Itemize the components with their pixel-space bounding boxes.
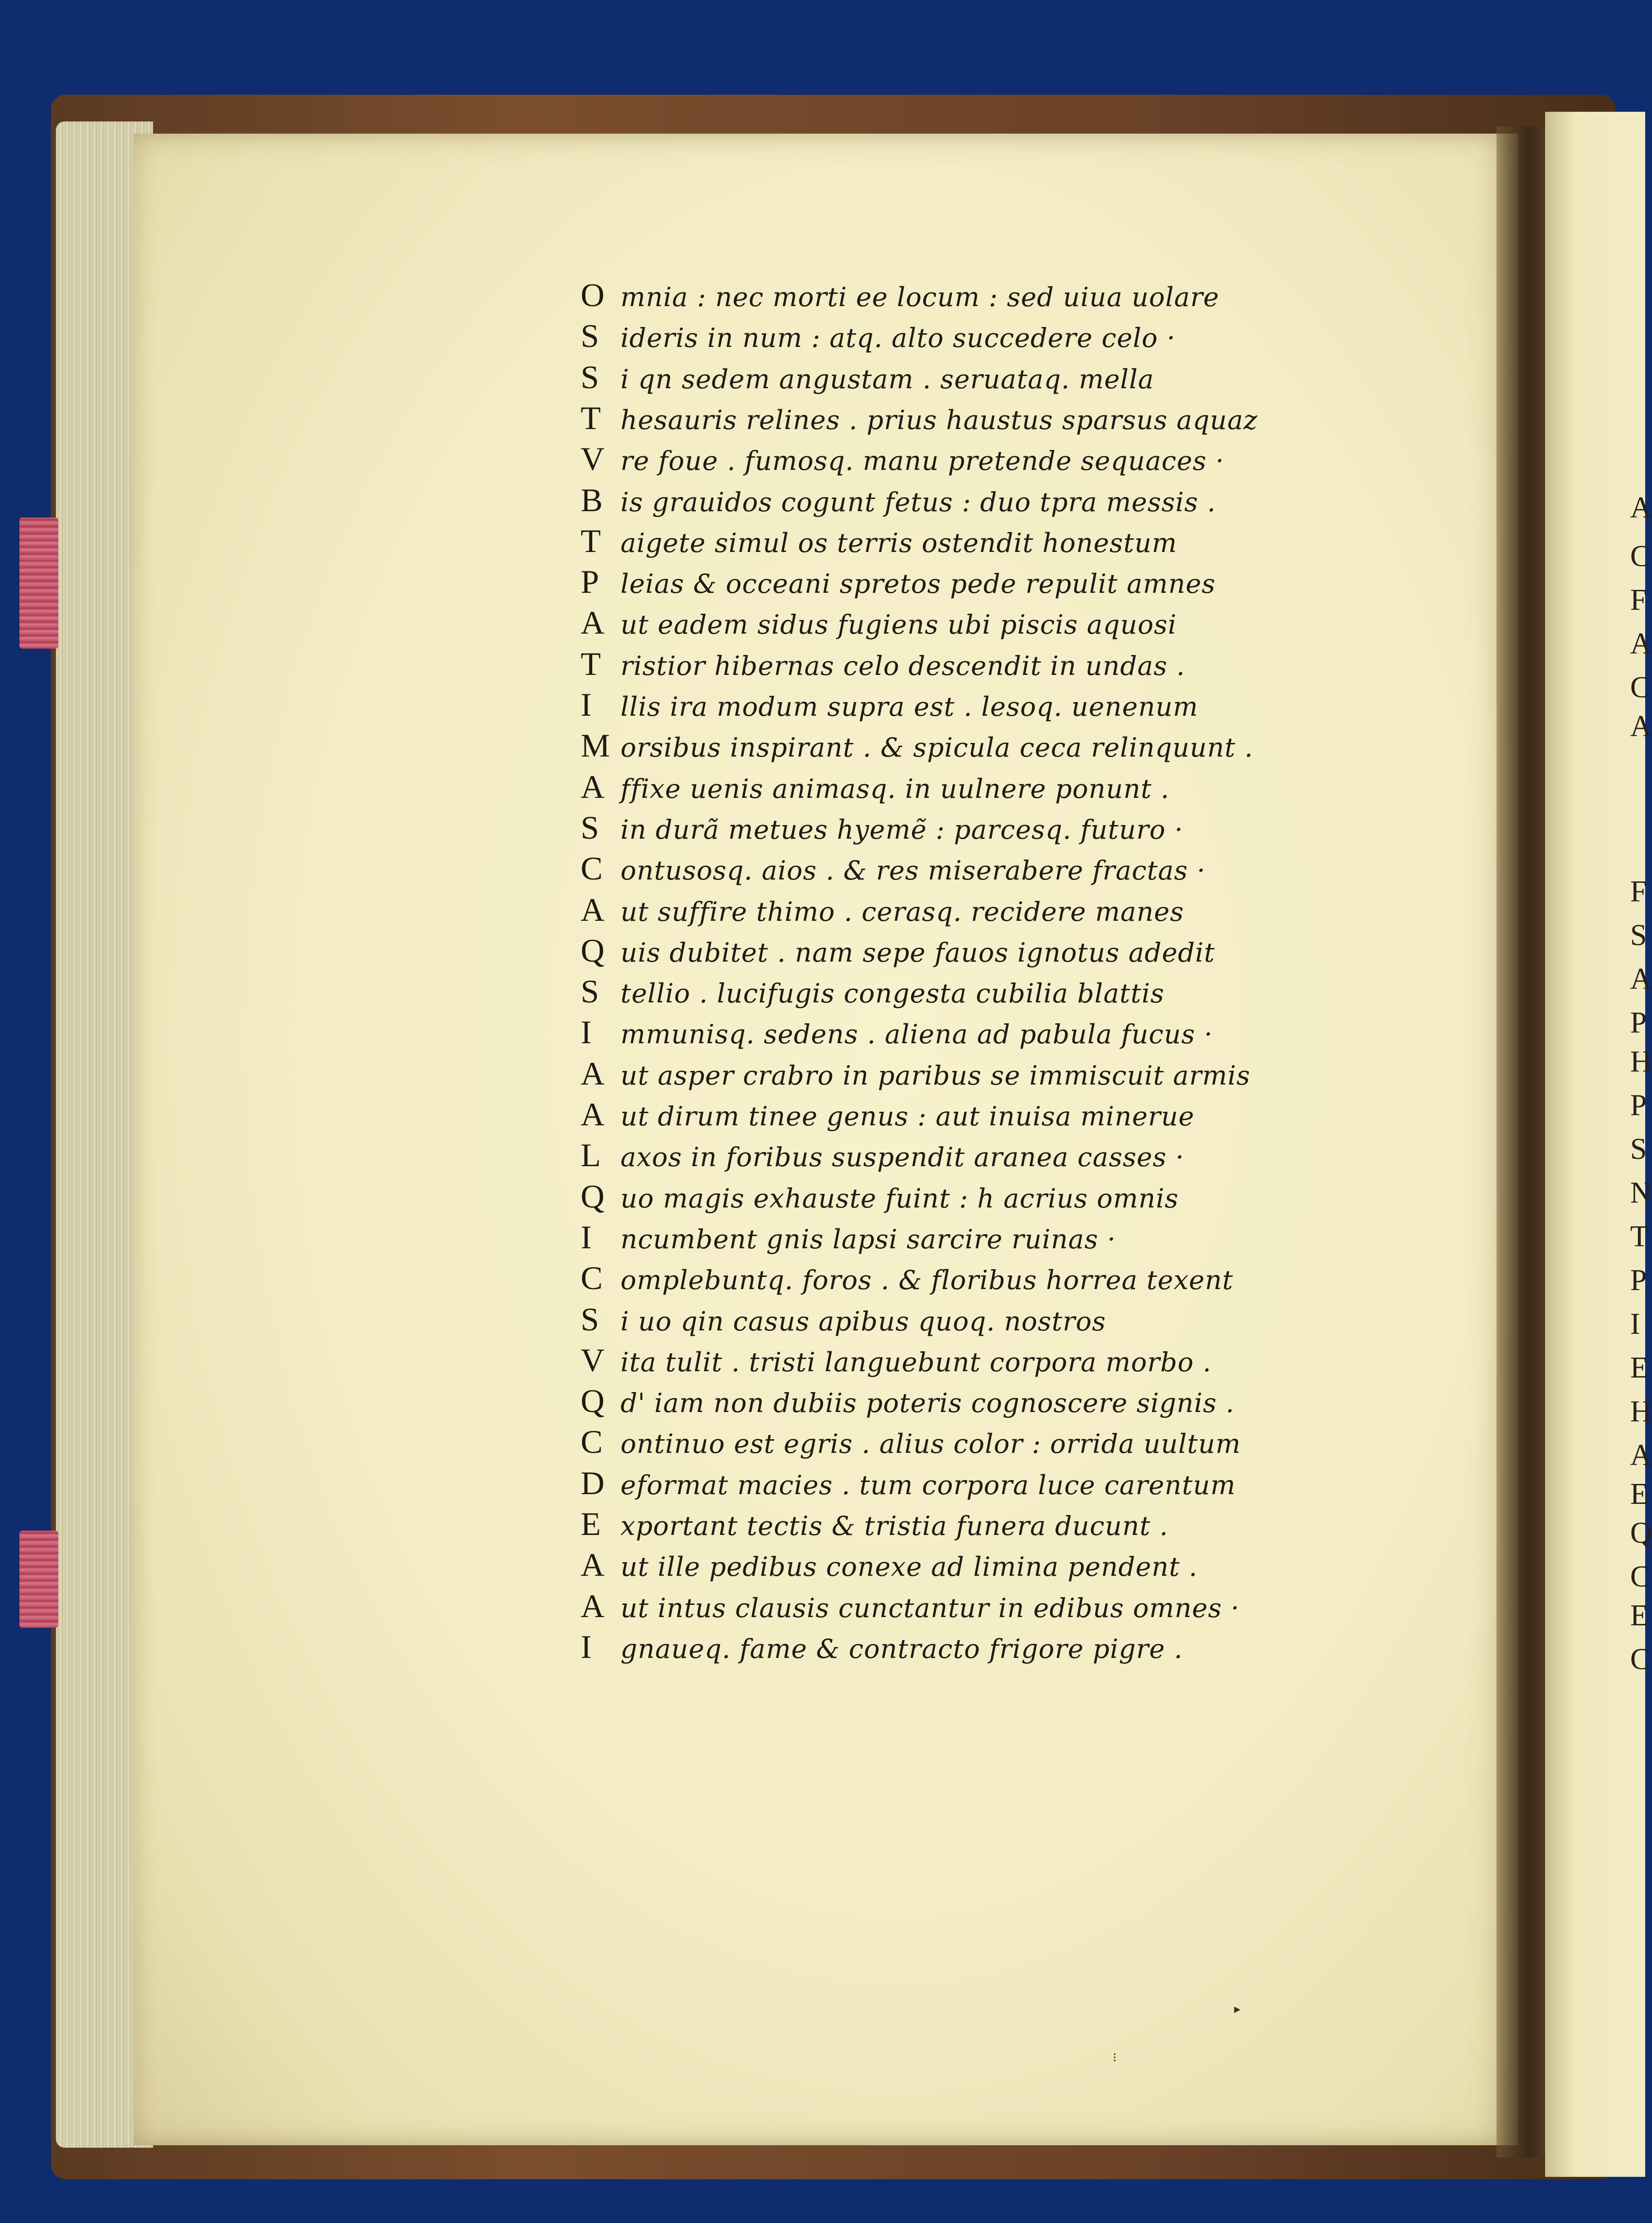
verse-initial: I (581, 686, 592, 723)
verse-line (581, 522, 1377, 563)
verse-text: axos in foribus suspendit aranea casses · (620, 1142, 1185, 1173)
facing-initial: N (1630, 1176, 1652, 1209)
facing-initial: C (1630, 540, 1651, 573)
book-gutter (1497, 126, 1550, 2157)
verse-initial: O (581, 276, 605, 313)
facing-initial: H (1630, 1045, 1652, 1078)
verse-line (581, 849, 1377, 890)
verse-initial: Q (581, 1382, 605, 1420)
verse-text: tellio . lucifugis congesta cubilia blattis (620, 978, 1165, 1009)
facing-initial: A (1630, 710, 1652, 743)
verse-line (581, 686, 1377, 726)
verse-initial: A (581, 768, 605, 805)
verse-initial: V (581, 1341, 605, 1379)
facing-initial: A (1630, 1439, 1652, 1472)
facing-initial: S (1630, 919, 1647, 952)
verse-line (581, 1505, 1377, 1546)
verse-initial: M (581, 727, 611, 764)
facing-initial: T (1630, 1220, 1649, 1253)
verse-initial: S (581, 809, 600, 846)
facing-initial: Q (1630, 1516, 1652, 1550)
verse-line (581, 1464, 1377, 1505)
verse-line (581, 1341, 1377, 1382)
verse-text: is grauidos cogunt fetus : duo tpra messis . (620, 486, 1216, 517)
verse-text: d' iam non dubiis poteris cognoscere signis . (620, 1388, 1235, 1419)
verse-line (581, 317, 1377, 358)
verse-initial: D (581, 1464, 605, 1501)
facing-initial: P (1630, 1006, 1647, 1039)
verse-initial: I (581, 1628, 592, 1665)
verse-text: ontusosq. aios . & res miserabere fractas · (620, 855, 1206, 886)
verse-line (581, 1013, 1377, 1054)
verse-text: orsibus inspirant . & spicula ceca relinquunt . (620, 732, 1254, 763)
verse-initial: A (581, 604, 605, 641)
verse-text: ut suffire thimo . cerasq. recidere manes (620, 896, 1184, 927)
verse-initial: T (581, 522, 602, 559)
verse-line (581, 399, 1377, 440)
verse-line (581, 972, 1377, 1013)
verse-text: ut dirum tinee genus : aut inuisa minerue (620, 1101, 1195, 1132)
stray-mark: ⁝ (1113, 2051, 1117, 2065)
verse-text: ut intus clausis cunctantur in edibus omnes · (620, 1592, 1240, 1623)
verse-line (581, 358, 1377, 399)
verse-text: leias & occeani spretos pede repulit amnes (620, 569, 1216, 600)
verse-initial: C (581, 850, 603, 887)
verse-initial: T (581, 399, 602, 436)
verse-text: xportant tectis & tristia funera ducunt . (620, 1511, 1169, 1541)
verse-initial: B (581, 481, 603, 518)
verse-line (581, 1628, 1377, 1669)
verse-initial: C (581, 1423, 603, 1461)
verse-text: ut asper crabro in paribus se immiscuit armis (620, 1060, 1251, 1091)
verse-text: ncumbent gnis lapsi sarcire ruinas · (620, 1224, 1116, 1255)
verse-initial: E (581, 1505, 602, 1542)
verse-line (581, 1587, 1377, 1628)
stray-mark: ▸ (1234, 2002, 1241, 2016)
verse-initial: A (581, 1546, 605, 1584)
verse-line (581, 1218, 1377, 1259)
facing-initial: F (1630, 875, 1647, 908)
verse-initial: S (581, 317, 600, 355)
verse-initial: S (581, 358, 600, 396)
verse-text: ita tulit . tristi languebunt corpora morbo . (620, 1346, 1212, 1378)
verse-line (581, 891, 1377, 931)
facing-initial: A (1630, 491, 1652, 524)
facing-initial: P (1630, 1264, 1647, 1297)
facing-initial: F (1630, 584, 1647, 617)
facing-initial: I (1630, 1308, 1640, 1341)
facing-initial: A (1630, 963, 1652, 996)
verse-line (581, 1259, 1377, 1300)
verse-line (581, 645, 1377, 686)
verse-text: hesauris relines . prius haustus sparsus aquaz (620, 404, 1258, 435)
verse-text: mmunisq. sedens . aliena ad pabula fucus · (620, 1019, 1213, 1050)
verse-initial: A (581, 1096, 605, 1133)
verse-initial: A (581, 1054, 605, 1092)
facing-initial: E (1630, 1599, 1649, 1632)
verse-text: ontinuo est egris . alius color : orrida uultum (620, 1429, 1241, 1460)
verse-line (581, 1423, 1377, 1464)
facing-initial: C (1630, 1560, 1651, 1593)
verse-initial: Q (581, 931, 605, 969)
verse-initial: A (581, 1587, 605, 1624)
verse-text: ut ille pedibus conexe ad limina pendent . (620, 1551, 1198, 1583)
verse-text: ut eadem sidus fugiens ubi piscis aquosi (620, 609, 1177, 640)
facing-initial: P (1630, 1089, 1647, 1122)
verse-initial: I (581, 1014, 592, 1051)
verse-line (581, 1300, 1377, 1341)
facing-initial: C (1630, 1643, 1651, 1676)
facing-initial: A (1630, 627, 1652, 660)
facing-initial: E (1630, 1351, 1649, 1384)
verse-text: mnia : nec morti ee locum : sed uiua uolare (620, 282, 1220, 312)
verse-line (581, 1095, 1377, 1136)
verse-line (581, 768, 1377, 809)
verse-text: ffixe uenis animasq. in uulnere ponunt . (620, 773, 1170, 804)
verse-line (581, 481, 1377, 522)
verse-initial: P (581, 563, 600, 601)
verse-text: in durã metues hyemẽ : parcesq. futuro · (620, 814, 1184, 845)
verse-initial: V (581, 440, 605, 478)
verse-line (581, 809, 1377, 849)
verse-text: re foue . fumosq. manu pretende sequaces · (620, 446, 1224, 477)
verse-line (581, 276, 1377, 317)
verse-initial: T (581, 645, 602, 682)
verse-text: gnaueq. fame & contracto frigore pigre . (620, 1633, 1183, 1664)
verse-text: ristior hibernas celo descendit in undas . (620, 650, 1186, 681)
verse-line (581, 1382, 1377, 1423)
verse-line (581, 563, 1377, 603)
verse-initial: Q (581, 1177, 605, 1215)
verse-line (581, 1177, 1377, 1218)
verse-line (581, 931, 1377, 972)
verse-line (581, 1054, 1377, 1095)
facing-initial: H (1630, 1395, 1652, 1428)
verse-line (581, 726, 1377, 767)
verse-initial: I (581, 1218, 592, 1256)
verse-text: omplebuntq. foros . & floribus horrea texent (620, 1265, 1234, 1296)
verse-initial: C (581, 1259, 603, 1297)
verse-text: eformat macies . tum corpora luce carentum (620, 1469, 1236, 1500)
verse-line (581, 1546, 1377, 1586)
verse-initial: L (581, 1137, 602, 1174)
verse-line (581, 1136, 1377, 1177)
ribbon-tab (19, 1531, 58, 1628)
ribbon-tab (19, 517, 58, 649)
verse-text: aigete simul os terris ostendit honestum (620, 527, 1177, 558)
verse-text: llis ira modum supra est . lesoq. uenenum (620, 691, 1199, 722)
facing-initial: S (1630, 1133, 1647, 1166)
verse-initial: S (581, 973, 600, 1010)
verse-line (581, 603, 1377, 644)
facing-initial: E (1630, 1478, 1649, 1511)
verse-line (581, 440, 1377, 481)
verse-text: ideris in num : atq. alto succedere celo · (620, 323, 1176, 354)
verse-initial: S (581, 1300, 600, 1338)
verse-text: i uo qin casus apibus quoq. nostros (620, 1306, 1106, 1337)
verse-text: uo magis exhauste fuint : h acrius omnis (620, 1183, 1179, 1214)
verse-initial: A (581, 891, 605, 928)
facing-initial: C (1630, 671, 1651, 704)
verse-text: uis dubitet . nam sepe fauos ignotus adedit (620, 937, 1215, 968)
verse-text: i qn sedem angustam . seruataq. mella (620, 363, 1154, 395)
